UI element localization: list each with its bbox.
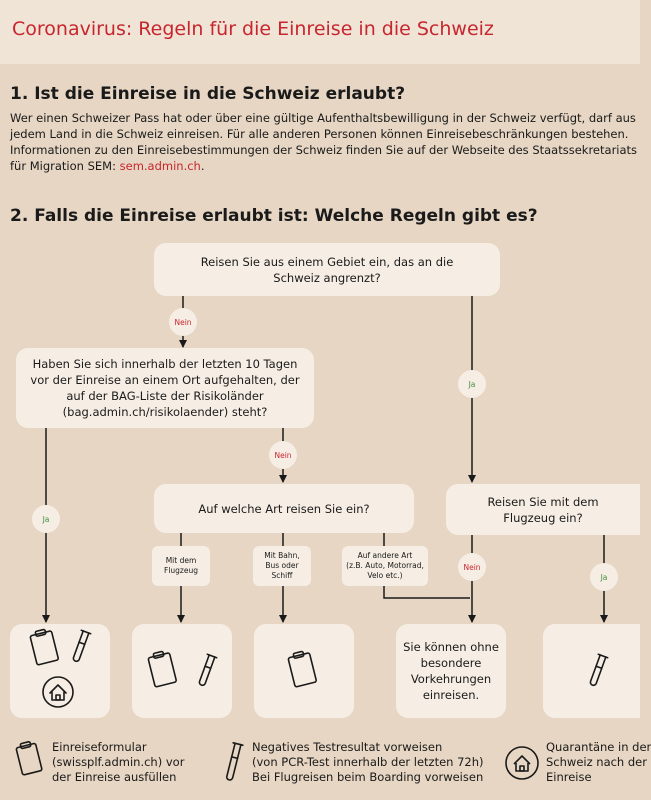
house-icon <box>43 677 73 707</box>
clipboard-icon <box>287 650 316 687</box>
option-other <box>342 546 428 586</box>
test-tube-icon <box>197 654 217 687</box>
section1-heading: 1. Ist die Einreise in die Schweiz erlaubt? <box>10 84 406 104</box>
page-title: Coronavirus: Regeln für die Einreise in die Schweiz <box>12 18 494 40</box>
section1-text-line: jedem Land in die Schweiz einreisen. Für alle anderen Personen können Einreisebeschränkungen bestehen. <box>10 127 629 141</box>
option-train-line: Bus oder <box>265 561 299 570</box>
legend-form-text <box>52 740 184 785</box>
option-other-line: (z.B. Auto, Motorrad, <box>346 561 424 570</box>
badge-no: Nein <box>269 441 297 469</box>
badge-no: Nein <box>169 308 197 336</box>
option-flight <box>152 546 210 586</box>
test-tube-icon <box>71 630 91 663</box>
outcome-form-test-quarantine <box>10 624 110 718</box>
q2-line: vor der Einreise an einem Ort aufgehalten, der <box>30 373 300 387</box>
legend-quarantine-line: Quarantäne in der <box>546 740 651 754</box>
section1-text-suffix: . <box>200 159 205 173</box>
section2-heading: 2. Falls die Einreise erlaubt ist: Welche Regeln gibt es? <box>10 206 538 226</box>
legend-test-text <box>252 740 484 785</box>
legend-house-icon <box>503 744 541 782</box>
outcome-icons <box>254 624 354 718</box>
no-rules-line: einreisen. <box>422 688 480 702</box>
q1-line: Reisen Sie aus einem Gebiet ein, das an die <box>200 254 454 269</box>
q1-line: Schweiz angrenzt? <box>273 270 381 285</box>
outcome-icons <box>10 624 110 718</box>
question-travel-mode <box>154 484 414 533</box>
badge-yes: Ja <box>32 505 60 533</box>
option-other-line: Velo etc.) <box>367 571 403 580</box>
no-rules-line: Sie können ohne <box>403 640 499 654</box>
legend-clipboard-icon <box>10 740 46 784</box>
q3-text: Auf welche Art reisen Sie ein? <box>198 501 370 516</box>
q4-line: Flugzeug ein? <box>503 510 583 525</box>
outcome-form-test <box>132 624 232 718</box>
option-other-line: Auf andere Art <box>357 551 413 560</box>
clipboard-icon <box>147 650 176 687</box>
outcome-icons <box>132 624 232 718</box>
no-rules-line: besondere <box>420 656 482 670</box>
option-train-line: Schiff <box>271 571 293 580</box>
outcome-form <box>254 624 354 718</box>
question-border-region <box>154 243 500 296</box>
badge-yes: Ja <box>590 563 618 591</box>
q4-line: Reisen Sie mit dem <box>487 494 599 509</box>
question-risk-countries <box>16 348 314 428</box>
legend-test-tube-icon <box>224 740 248 788</box>
section1-text-line: Informationen zu den Einreisebestimmungen der Schweiz finden Sie auf der Webseite des Staatssekretariats <box>10 143 638 157</box>
outcome-icons <box>543 624 640 718</box>
legend-form-line: Einreiseformular <box>52 740 147 754</box>
option-train-line: Mit Bahn, <box>264 551 300 560</box>
q2-line: Haben Sie sich innerhalb der letzten 10 Tagen <box>32 357 298 371</box>
test-tube-icon <box>588 654 608 687</box>
badge-yes: Ja <box>458 370 486 398</box>
outcome-no-rules <box>396 624 506 718</box>
legend-test-line: Negatives Testresultat vorweisen <box>252 740 443 754</box>
q2-line: (bag.admin.ch/risikolaender) steht? <box>62 405 268 419</box>
section1-text-line: Wer einen Schweizer Pass hat oder über eine gültige Aufenthaltsbewilligung in der Schweiz verfügt, darf aus <box>10 111 636 125</box>
section1-text-prefix: für Migration SEM: <box>10 159 120 173</box>
no-rules-line: Vorkehrungen <box>410 672 492 686</box>
option-flight-line: Flugzeug <box>164 566 198 575</box>
q2-line: auf der BAG-Liste der Risikoländer <box>66 389 264 403</box>
option-train-bus-boat <box>253 546 311 586</box>
legend-form-line: der Einreise ausfüllen <box>52 770 177 784</box>
legend-quarantine-line: Schweiz nach der <box>546 755 647 769</box>
clipboard-icon <box>29 628 58 665</box>
legend-form-line: (swissplf.admin.ch) vor <box>52 755 185 769</box>
outcome-test <box>543 624 640 718</box>
question-by-plane <box>446 484 640 535</box>
badge-no: Nein <box>458 553 486 581</box>
sem-link[interactable]: sem.admin.ch <box>119 159 201 173</box>
option-flight-line: Mit dem <box>165 556 197 565</box>
legend-test-line: Bei Flugreisen beim Boarding vorweisen <box>252 770 484 784</box>
legend-quarantine-text <box>546 740 651 785</box>
legend-test-line: (von PCR-Test innerhalb der letzten 72h) <box>252 755 484 769</box>
legend-quarantine-line: Einreise <box>546 770 592 784</box>
